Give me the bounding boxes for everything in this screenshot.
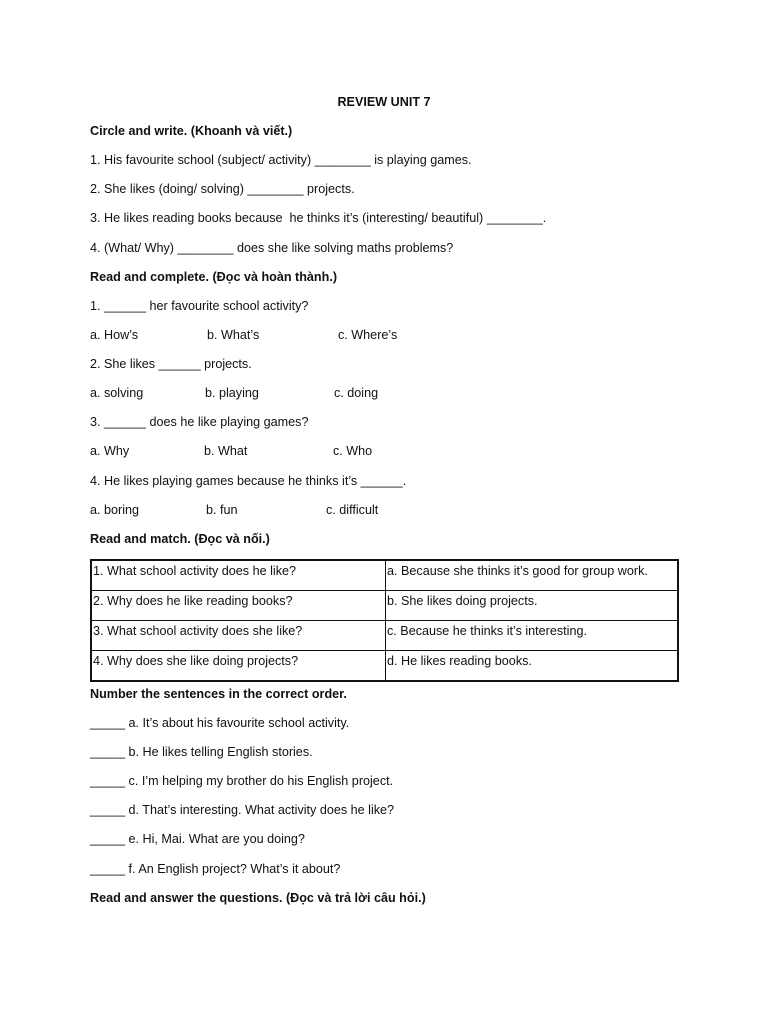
- answer-cell: d. He likes reading books.: [386, 651, 679, 682]
- option-c: c. Who: [333, 444, 373, 458]
- ordering-item: _____ c. I’m helping my brother do his English project.: [90, 774, 394, 788]
- ordering-item: _____ b. He likes telling English stories.: [90, 745, 313, 759]
- table-row: [91, 651, 678, 682]
- question: 3. ______ does he like playing games?: [90, 415, 309, 429]
- section-heading-circle-and-write: Circle and write. (Khoanh và viết.): [90, 124, 293, 138]
- question-cell: 1. What school activity does he like?: [91, 560, 386, 591]
- question: 4. He likes playing games because he thinks it’s ______.: [90, 474, 407, 488]
- option-b: b. playing: [205, 386, 259, 400]
- section-heading-read-and-answer: Read and answer the questions. (Đọc và trả lời câu hỏi.): [90, 891, 426, 905]
- ordering-item: _____ f. An English project? What’s it about?: [90, 862, 341, 876]
- question-cell: 3. What school activity does she like?: [91, 621, 386, 651]
- option-b: b. What: [204, 444, 248, 458]
- ordering-item: _____ d. That’s interesting. What activity does he like?: [90, 803, 395, 817]
- option-c: c. Where’s: [338, 328, 398, 342]
- answer-cell: a. Because she thinks it’s good for group work.: [386, 560, 679, 591]
- option-a: a. How’s: [90, 328, 139, 342]
- exercise-item: 2. She likes (doing/ solving) ________ projects.: [90, 182, 355, 196]
- option-a: a. Why: [90, 444, 130, 458]
- table-row: [91, 560, 678, 591]
- option-c: c. doing: [334, 386, 379, 400]
- question-cell: 4. Why does she like doing projects?: [91, 651, 386, 682]
- answer-cell: b. She likes doing projects.: [386, 591, 679, 621]
- section-heading-read-and-match: Read and match. (Đọc và nối.): [90, 532, 270, 546]
- table-row: [91, 591, 678, 621]
- exercise-item: 4. (What/ Why) ________ does she like solving maths problems?: [90, 241, 454, 255]
- ordering-item: _____ a. It’s about his favourite school activity.: [90, 716, 350, 730]
- answer-cell: c. Because he thinks it’s interesting.: [386, 621, 679, 651]
- question-cell: 2. Why does he like reading books?: [91, 591, 386, 621]
- question: 1. ______ her favourite school activity?: [90, 299, 309, 313]
- option-c: c. difficult: [326, 503, 379, 517]
- option-a: a. boring: [90, 503, 140, 517]
- section-heading-number-sentences: Number the sentences in the correct order.: [90, 687, 347, 701]
- option-b: b. fun: [206, 503, 238, 517]
- section-heading-read-and-complete: Read and complete. (Đọc và hoàn thành.): [90, 270, 338, 284]
- exercise-item: 1. His favourite school (subject/ activity) ________ is playing games.: [90, 153, 472, 167]
- page-title: REVIEW UNIT 7: [337, 95, 431, 109]
- table-row: [91, 621, 678, 651]
- ordering-item: _____ e. Hi, Mai. What are you doing?: [90, 832, 305, 846]
- option-b: b. What’s: [207, 328, 260, 342]
- exercise-item: 3. He likes reading books because he thinks it’s (interesting/ beautiful) ________.: [90, 211, 547, 225]
- matching-table: [90, 559, 679, 682]
- option-a: a. solving: [90, 386, 144, 400]
- question: 2. She likes ______ projects.: [90, 357, 252, 371]
